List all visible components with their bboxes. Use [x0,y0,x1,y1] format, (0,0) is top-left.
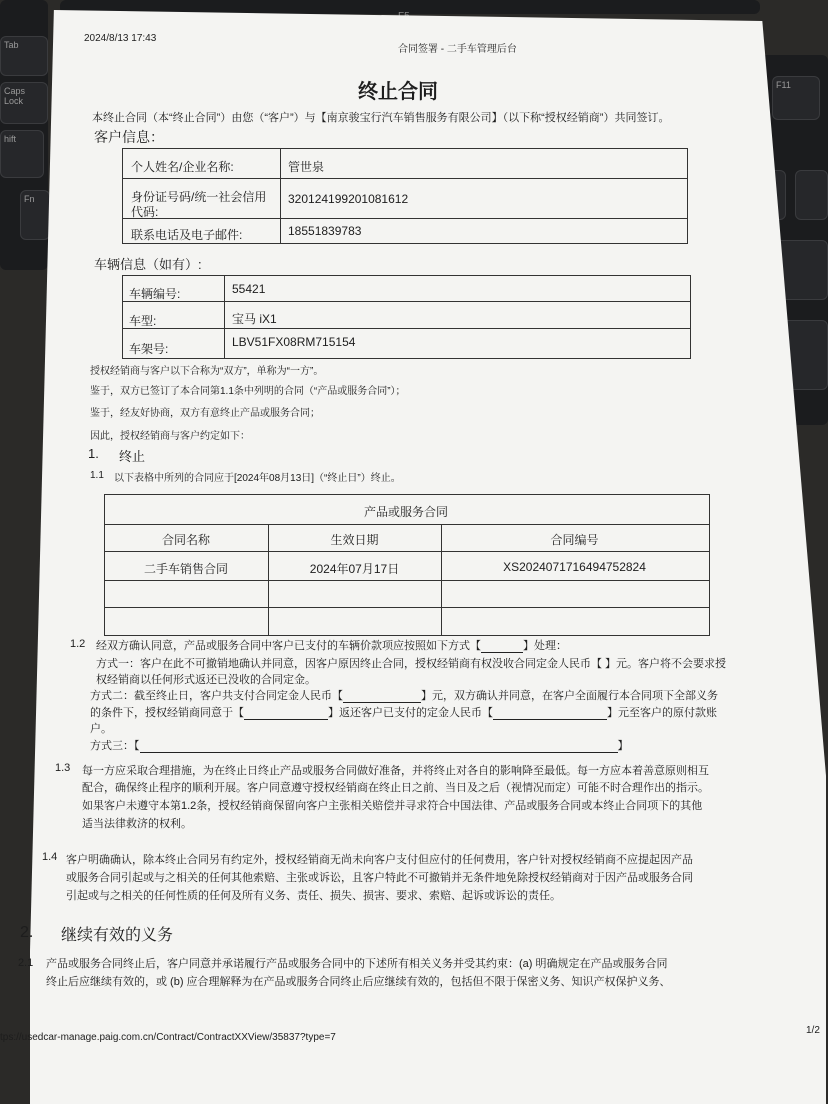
clause-1-3-line-1: 每一方应采取合理措施，为在终止日终止产品或服务合同做好准备，并将终止对各自的影响降至最低。每一方应本着善意原则相互 [82,765,709,777]
para-parties: 授权经销商与客户以下合称为“双方”，单称为“一方”。 [90,366,324,377]
customer-id-label: 身份证号码/统一社会信用 [131,190,267,204]
clause-1-4-line-2: 或服务合同引起或与之相关的任何其他索赔、主张或诉讼，且客户特此不可撤销并无条件地免除授权经销商对于因产品或服务合同 [66,872,693,884]
doc-title: 终止合同 [358,81,438,103]
clause-1-4-line-1: 客户明确确认，除本终止合同另有约定外，授权经销商无尚未向客户支付但应付的任何费用，客户针对授权经销商不应提起因产品 [66,854,693,866]
method-3 [90,737,629,753]
customer-id-value: 320124199201081612 [288,192,409,206]
key-caps: Caps Lock [0,82,48,124]
clause-1-3-line-4: 适当法律救济的权利。 [82,818,192,830]
clause-2-1-line-2: 终止后应继续有效的，或 (b) 应合理解释为在产品或服务合同终止后应继续有效的，包括但不限于保密义务、知识产权保护义务、 [46,976,671,988]
section-1-title: 终止 [119,449,146,464]
clause-1-2-main: 经双方确认同意，产品或服务合同中客户已支付的车辆价款项应按照如下方式【 [96,640,481,652]
clause-1-2-text [96,637,567,653]
vehicle-model-value: 宝马 iX1 [232,312,277,326]
vehicle-id-label: 车辆编号: [129,287,181,301]
contract-col-number: 合同编号 [550,533,599,547]
clause-1-4-line-3: 引起或与之相关的任何性质的任何及所有义务、责任、损失、损害、要求、索赔、起诉或诉讼的责任。 [66,890,561,902]
vehicle-model-label: 车型: [129,314,157,328]
clause-1-1-number: 1.1 [90,470,104,481]
key-tab: Tab [0,36,48,76]
print-page-title: 合同签署 - 二手车管理后台 [398,44,517,55]
print-url: tps://usedcar-manage.paig.com.cn/Contract/ContractXXView/35837?type=7 [0,1032,336,1043]
vehicle-id-value: 55421 [232,282,266,296]
rule [122,328,690,329]
para-whereas-2: 鉴于，经友好协商，双方有意终止产品或服务合同； [90,408,320,419]
rule [122,301,690,302]
method-3-blank [140,740,618,753]
rule [122,178,687,179]
contract-table-title: 产品或服务合同 [363,505,448,519]
method-2-line-1 [90,687,718,703]
customer-id-label-2: 代码: [131,205,159,219]
method-2-line-2 [90,704,717,720]
vehicle-vin-value: LBV51FX08RM715154 [232,335,356,349]
rule [224,275,225,358]
clause-1-4-number: 1.4 [42,851,58,863]
vehicle-heading: 车辆信息（如有）: [94,257,202,272]
method-2-blank-2 [244,707,328,720]
rule [280,148,281,243]
print-timestamp: 2024/8/13 17:43 [84,33,157,44]
vehicle-table [122,275,691,359]
contract-row-name: 二手车销售合同 [143,562,228,576]
key-f11: F11 [772,76,820,120]
section-2-number: 2. [20,924,34,941]
para-whereas-1: 鉴于，双方已签订了本合同第1.1条中列明的合同（“产品或服务合同”）； [90,386,406,397]
doc-intro: 本终止合同（本“终止合同”）由您（“客户”）与【南京骏宝行汽车销售服务有限公司】（以下称“授权经销商”）共同签订。 [92,112,670,124]
rule [104,580,709,581]
rule [104,524,709,525]
method-1-line-1: 方式一：客户在此不可撤销地确认并同意，因客户原因终止合同，授权经销商有权没收合同定金人民币【 】元。客户将不会要求授 [96,658,727,670]
clause-2-1-number: 2.1 [18,957,34,969]
method-2-line-1b: 】元，双方确认并同意，在客户全面履行本合同项下全部义务 [421,690,718,702]
section-1-number: 1. [88,446,99,461]
clause-1-2-tail: 】处理： [523,640,567,652]
print-page-number: 1/2 [806,1025,820,1036]
method-2-blank-1 [343,690,421,703]
clause-1-3-line-2: 配合，确保终止程序的顺利开展。客户同意遵守授权经销商在终止日之前、当日及之后（视情况而定）可能不时合理作出的指示。 [82,782,709,794]
customer-name-label: 个人姓名/企业名称: [131,160,234,174]
method-3-label: 方式三：【 [90,740,140,752]
clause-1-3-line-3: 如果客户未遵守本第1.2条，授权经销商保留向客户主张相关赔偿并寻求符合中国法律、产品或服务合同或本终止合同项下的其他 [82,800,703,812]
key-fn: Fn [20,190,50,240]
rule [122,218,687,219]
method-2-line-3: 户。 [90,723,112,735]
clause-1-3-number: 1.3 [55,762,71,774]
contract-row-date: 2024年07月17日 [309,562,400,576]
vehicle-vin-label: 车架号: [129,342,169,356]
clause-2-1-line-1: 产品或服务合同终止后，客户同意并承诺履行产品或服务合同中的下述所有相关义务并受其约束：(a) 明确规定在产品或服务合同 [46,958,668,970]
rule [104,551,709,552]
method-3-tail: 】 [617,740,629,752]
contract-col-name: 合同名称 [161,533,210,547]
method-2-blank-3 [493,707,607,720]
method-2-line-2c: 】元至客户的原付款账 [607,707,717,719]
customer-phone-label: 联系电话及电子邮件: [131,228,243,242]
method-2-line-2b: 】返还客户已支付的定金人民币【 [328,707,493,719]
method-2-line-1a: 方式二：截至终止日，客户共支付合同定金人民币【 [90,690,343,702]
contract-row-number: XS2024071716494752824 [503,560,646,574]
clause-1-2-blank [481,640,523,653]
key-shift: hift [0,130,44,178]
method-2-line-2a: 的条件下，授权经销商同意于【 [90,707,244,719]
contract-col-date: 生效日期 [330,533,379,547]
customer-name-value: 管世泉 [288,160,325,174]
clause-1-2-number: 1.2 [70,638,86,650]
section-2-title: 继续有效的义务 [61,927,174,944]
method-1-line-2: 权经销商以任何形式返还已没收的合同定金。 [96,674,316,686]
customer-phone-value: 18551839783 [288,224,362,238]
customer-heading: 客户信息： [94,129,164,145]
para-therefore: 因此，授权经销商与客户约定如下： [90,431,250,442]
rule [104,607,709,608]
clause-1-1-text: 以下表格中所列的合同应于[2024年08月13日]（“终止日”）终止。 [114,473,401,484]
